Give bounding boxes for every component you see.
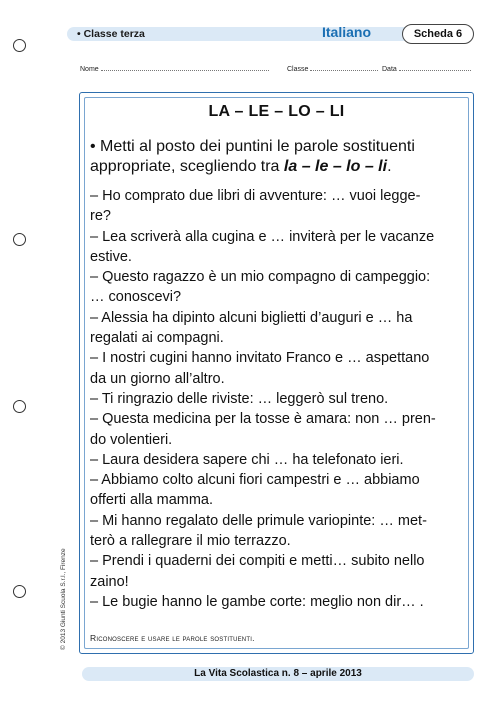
exercise-line: – Questo ragazzo è un mio compagno di campeggio: bbox=[90, 269, 431, 286]
class-field[interactable] bbox=[287, 64, 378, 73]
exercise-line: – I nostri cugini hanno invitato Franco e … aspettano bbox=[90, 350, 430, 367]
exercise-line: zaino! bbox=[90, 573, 129, 590]
exercise-line: – Prendi i quaderni dei compiti e metti… subito nello bbox=[90, 553, 425, 570]
exercise-line: – Ti ringrazio delle riviste: … leggerò sul treno. bbox=[90, 390, 389, 407]
instruction-main: • Metti al posto dei puntini le parole sostituenti appropriate, scegliendo tra bbox=[90, 138, 415, 175]
exercise-line: terò a rallegrare il mio terrazzo. bbox=[90, 533, 291, 550]
learning-objective: Riconoscere e usare le parole sostituenti. bbox=[90, 633, 255, 643]
name-field-label: Nome bbox=[80, 66, 99, 73]
publication-footer: La Vita Scolastica n. 8 – aprile 2013 bbox=[82, 667, 474, 681]
worksheet-number-badge: Scheda 6 bbox=[402, 24, 474, 44]
binder-hole-top bbox=[13, 39, 26, 52]
class-level-label: • Classe terza bbox=[77, 28, 145, 40]
exercise-line: – Questa medicina per la tosse è amara: non … pren- bbox=[90, 411, 436, 428]
exercise-line: … conoscevi? bbox=[90, 289, 182, 306]
exercise-line: regalati ai compagni. bbox=[90, 330, 224, 347]
exercise-line: – Laura desidera sapere chi … ha telefonato ieri. bbox=[90, 451, 404, 468]
exercise-line: – Mi hanno regalato delle primule variopinte: … met- bbox=[90, 512, 427, 529]
exercise-line: re? bbox=[90, 208, 111, 225]
exercise-line: da un giorno all’altro. bbox=[90, 370, 225, 387]
exercise-line: – Alessia ha dipinto alcuni biglietti d’auguri e … ha bbox=[90, 309, 413, 326]
binder-hole-lower-middle bbox=[13, 400, 26, 413]
exercise-line: – Le bugie hanno le gambe corte: meglio non dir… . bbox=[90, 593, 424, 610]
date-field-label: Data bbox=[382, 66, 397, 73]
instruction-options: la – le – lo – li bbox=[283, 158, 388, 175]
exercise-line: – Abbiamo colto alcuni fiori campestri e … abbiamo bbox=[90, 472, 420, 489]
exercise-list bbox=[90, 186, 468, 612]
class-field-label: Classe bbox=[287, 66, 309, 73]
copyright-notice: © 2013 Giunti Scuola S.r.l., Firenze bbox=[60, 548, 67, 650]
exercise-title: LA – LE – LO – LI bbox=[208, 103, 345, 120]
instruction-text bbox=[90, 137, 465, 177]
date-field[interactable] bbox=[382, 64, 471, 73]
binder-hole-upper-middle bbox=[13, 233, 26, 246]
exercise-line: – Lea scriverà alla cugina e … inviterà per le vacanze bbox=[90, 228, 435, 245]
binder-hole-bottom bbox=[13, 585, 26, 598]
exercise-line: do volentieri. bbox=[90, 431, 173, 448]
subject-label: Italiano bbox=[322, 24, 372, 40]
exercise-line: estive. bbox=[90, 248, 132, 265]
name-field[interactable] bbox=[80, 64, 269, 73]
exercise-line: – Ho comprato due libri di avventure: … vuoi legge- bbox=[90, 188, 421, 204]
exercise-line: offerti alla mamma. bbox=[90, 492, 214, 509]
instruction-end: . bbox=[387, 158, 392, 175]
